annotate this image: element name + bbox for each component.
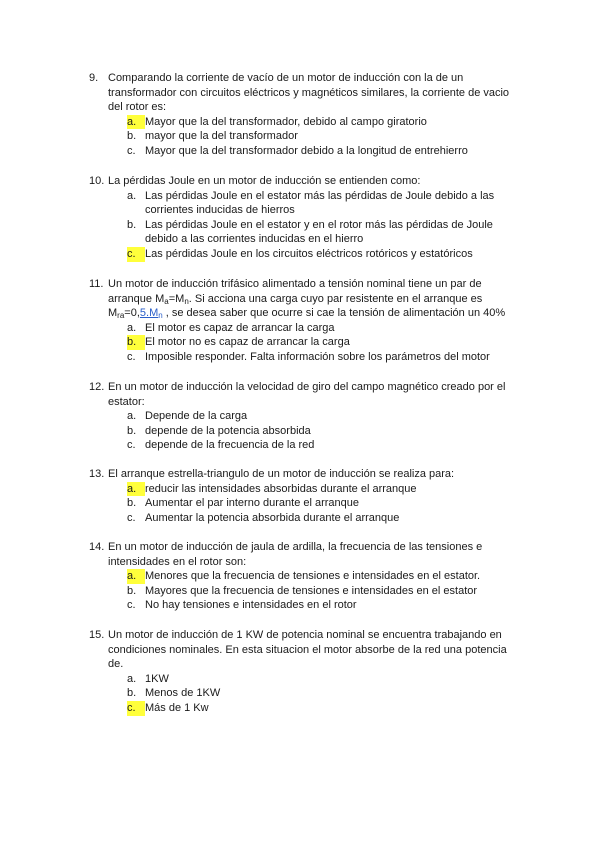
stem-text: Un motor de inducción trifásico alimentado a tensión nominal tiene un par de arranque M (108, 278, 482, 305)
answer-option-c (127, 438, 519, 453)
option-letter: a. (127, 482, 145, 497)
option-letter: a. (127, 569, 145, 584)
option-text: El motor es capaz de arrancar la carga (145, 321, 335, 334)
question-14 (89, 540, 519, 613)
subscript: ra (117, 311, 125, 321)
answer-option-b (127, 584, 519, 599)
option-letter: c. (127, 599, 136, 612)
stem-text: , se desea saber que ocurre si cae la tensión de alimentación un 40% (162, 307, 506, 320)
answer-option-b (127, 496, 519, 511)
answer-option-b (127, 424, 519, 439)
option-letter: b. (127, 424, 137, 437)
question-stem: Un motor de inducción de 1 KW de potencia nominal se encuentra trabajando en condiciones nominales. En esta situacion el motor absorbe de la red una potencia de. (108, 629, 507, 671)
question-15 (89, 628, 519, 716)
option-text: Mayor que la del transformador, debido al campo giratorio (145, 115, 427, 128)
option-text: El motor no es capaz de arrancar la carga (145, 336, 350, 349)
option-letter: c. (127, 439, 136, 452)
option-letter: c. (127, 350, 136, 363)
option-letter: a. (127, 115, 145, 130)
answer-option-c (127, 247, 519, 262)
option-text: Aumentar el par interno durante el arranque (145, 497, 360, 510)
subscript[interactable]: n (158, 311, 163, 321)
answer-option-a (127, 672, 519, 687)
question-13 (89, 467, 519, 525)
question-11 (89, 277, 519, 365)
answer-option-b (127, 129, 519, 144)
answer-options (89, 321, 519, 365)
question-stem: La pérdidas Joule en un motor de inducción se entienden como: (108, 175, 421, 187)
option-text: Aumentar la potencia absorbida durante el arranque (145, 511, 400, 524)
answer-option-c (127, 598, 519, 613)
option-text: Menos de 1KW (145, 687, 221, 700)
option-text: Las pérdidas Joule en los circuitos eléctricos rotóricos y estatóricos (145, 247, 473, 260)
option-letter: c. (127, 247, 145, 262)
answer-options (89, 672, 519, 716)
question-number: 9. (89, 72, 99, 84)
question-number: 12. (89, 381, 105, 393)
question-stem (108, 277, 519, 321)
answer-option-a (127, 189, 519, 218)
option-text: Mayores que la frecuencia de tensiones e intensidades en el estator (145, 584, 478, 597)
question-number: 14. (89, 541, 105, 553)
answer-option-b (127, 686, 519, 701)
stem-text: =0, (124, 307, 140, 320)
answer-option-c (127, 350, 519, 365)
answer-option-b (127, 218, 519, 247)
question-number: 13. (89, 468, 105, 480)
stem-text: =M (168, 292, 185, 305)
question-stem: En un motor de inducción de jaula de ardilla, la frecuencia de las tensiones e intensidades en el rotor son: (108, 541, 483, 568)
option-letter: a. (127, 672, 137, 685)
subscript: n (184, 296, 189, 306)
answer-options (89, 189, 519, 262)
answer-options (89, 115, 519, 159)
question-9 (89, 71, 519, 159)
question-10 (89, 174, 519, 262)
answer-option-a (127, 569, 519, 584)
option-text: No hay tensiones e intensidades en el rotor (145, 599, 357, 612)
option-text: Menores que la frecuencia de tensiones e intensidades en el estator. (145, 570, 481, 583)
question-number: 11. (89, 278, 104, 290)
option-letter: b. (127, 335, 145, 350)
stem-text: . Si acciona una carga cuyo par resistente en el arranque es M (108, 292, 483, 320)
link-text[interactable]: 5.M (139, 307, 159, 320)
answer-option-a (127, 409, 519, 424)
option-text: Las pérdidas Joule en el estator más las pérdidas de Joule debido a las corrientes inducidas de hierros (145, 189, 495, 217)
option-letter: c. (127, 144, 136, 157)
option-text: Depende de la carga (145, 410, 248, 423)
question-stem: En un motor de inducción la velocidad de giro del campo magnético creado por el estator: (108, 381, 506, 408)
option-text: mayor que la del transformador (145, 130, 298, 143)
option-text: reducir las intensidades absorbidas durante el arranque (145, 482, 417, 495)
option-letter: b. (127, 130, 137, 143)
answer-option-c (127, 701, 519, 716)
option-text: Mayor que la del transformador debido a la longitud de entrehierro (145, 144, 468, 157)
answer-option-c (127, 144, 519, 159)
answer-option-c (127, 511, 519, 526)
option-letter: b. (127, 497, 137, 510)
option-text: 1KW (145, 672, 169, 685)
option-letter: b. (127, 687, 137, 700)
question-12 (89, 380, 519, 453)
question-stem: Comparando la corriente de vacío de un motor de inducción con la de un transformador con circuitos eléctricos y magnéticos similares, la corriente de vacio del rotor es: (108, 72, 510, 114)
stem-link[interactable] (140, 307, 163, 319)
question-number: 10. (89, 175, 105, 187)
option-letter: c. (127, 701, 145, 716)
option-letter: b. (127, 584, 137, 597)
option-text: Imposible responder. Falta información sobre los parámetros del motor (145, 350, 490, 363)
option-letter: a. (127, 189, 137, 202)
option-text: depende de la frecuencia de la red (145, 439, 315, 452)
option-text: Las pérdidas Joule en el estator y en el rotor más las pérdidas de Joule debido a las corrientes inducidas en el hierro (145, 218, 493, 246)
subscript: a (164, 296, 169, 306)
option-letter: a. (127, 410, 137, 423)
answer-options (89, 482, 519, 526)
option-text: Más de 1 Kw (145, 701, 209, 714)
answer-options (89, 409, 519, 453)
option-letter: c. (127, 511, 136, 524)
answer-options (89, 569, 519, 613)
answer-option-a (127, 115, 519, 130)
option-text: depende de la potencia absorbida (145, 424, 311, 437)
answer-option-b (127, 335, 519, 350)
option-letter: b. (127, 218, 137, 231)
answer-option-a (127, 482, 519, 497)
question-number: 15. (89, 629, 105, 641)
answer-option-a (127, 321, 519, 336)
question-stem: El arranque estrella-triangulo de un motor de inducción se realiza para: (108, 468, 455, 480)
option-letter: a. (127, 321, 137, 334)
